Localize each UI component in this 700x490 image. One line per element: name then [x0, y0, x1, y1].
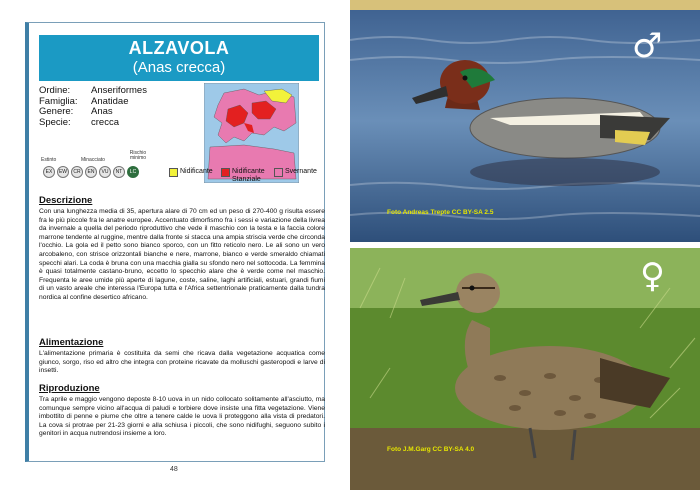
legend-resident: [221, 168, 271, 184]
taxonomy-row: [39, 118, 147, 129]
taxonomy-value: Anas: [91, 106, 113, 117]
section-text-riproduzione: Tra aprile e maggio vengono deposte 8-10 uova in un nido collocato solitamente all'asciutto, ma comunque sempre vicino all'acqua di paludi e torbiere dove insiste una fitta vegetazione. Viene imbottito di penne e piume che oltre a tenere calde le uova li proteggono alla vista di predatori. La cova si protrae per 21-23 giorni e alla schiusa i piccoli, che sono nidifughi, seguono subito i genitori in acqua nutrendosi insieme a loro.: [39, 396, 325, 438]
female-symbol-icon: ♀: [640, 256, 665, 296]
iucn-circle-ew: EW: [57, 166, 69, 178]
iucn-circle-lc-selected: LC: [127, 166, 139, 178]
section-title-riproduzione: Riproduzione: [39, 383, 100, 394]
page-number: 48: [170, 466, 178, 473]
taxonomy-value: crecca: [91, 116, 119, 128]
male-symbol-icon: ♂: [632, 26, 663, 66]
iucn-status-scale: [43, 166, 139, 178]
taxonomy-row: [39, 107, 147, 118]
male-teal-photo: [350, 0, 700, 242]
species-name: ALZAVOLA: [128, 38, 230, 58]
right-page: [350, 0, 700, 490]
species-latin-name: (Anas crecca): [132, 59, 226, 76]
species-card: [25, 22, 325, 462]
female-teal-photo: [350, 248, 700, 490]
map-legend: [169, 168, 329, 208]
taxonomy-key: Famiglia:: [39, 95, 78, 107]
taxonomy-value: Anseriformes: [91, 85, 147, 96]
taxonomy-key: Genere:: [39, 106, 74, 117]
legend-swatch-yellow: [169, 168, 178, 177]
iucn-circle-vu: VU: [99, 166, 111, 178]
taxonomy-key: Specie:: [39, 116, 71, 128]
legend-breeding: [169, 168, 213, 177]
legend-label: Nidificante Stanziale: [232, 168, 265, 183]
taxonomy-row: [39, 86, 147, 97]
legend-swatch-red: [221, 168, 230, 177]
male-photo-caption: Foto Andreas Trepte CC BY-SA 2.5: [387, 209, 494, 216]
taxonomy-key: Ordine:: [39, 85, 71, 96]
female-photo-caption: Foto J.M.Garg CC BY-SA 4.0: [387, 446, 475, 453]
iucn-circle-nt: NT: [113, 166, 125, 178]
iucn-scale-labels: [39, 149, 159, 165]
section-text-descrizione: Con una lunghezza media di 35, apertura alare di 70 cm ed un peso di 270-400 g risulta essere fra le più piccole fra le anatre europee. Accentuato dimorfismo fra i sessi e variazione della livrea da invernale a quella del periodo riproduttivo che vede il maschio con la testa e la faccia colore marrone tendente al ruggine, mentre dalla fronte si stacca una ampia striscia verde che circonda l'occhio. La gola ed il petto sono bianco sporco, con un fitto reticolo nero. Le ali sono un vero arcobaleno, con strisce orizzontali bianche e nere, marrone, bianco e verde smeraldo chiamati specchi alari. La coda è bruna con una macchia gialla su sfondo nero nel sottocoda. La femmina è quasi totalmente castano-bruno, eccetto lo specchio alare che è verde come nel maschio. Frequenta le aree umide più aperte di lagune, coste, saline, laghi artificiali, estuari, grandi fiumi di un vasto areale che interessa l'Europa tutta e l'Africa settentrionale praticamente dalla tundra nordica al confine desertico africano.: [39, 208, 325, 301]
iucn-circle-cr: CR: [71, 166, 83, 178]
legend-label: Nidificante: [180, 168, 213, 175]
taxonomy-table: [39, 86, 147, 128]
iucn-circle-en: EN: [85, 166, 97, 178]
iucn-circle-ex: EX: [43, 166, 55, 178]
iucn-label-extinct: Estinto: [41, 157, 57, 163]
iucn-label-lower-risk: Rischio minimo: [129, 150, 147, 161]
section-text-alimentazione: L'alimentazione primaria è costituita da semi che ricava dalla vegetazione acquatica come giunco, sorgo, riso ed altro che integra con proteine ricavate da molluschi gasteropodi e larve di insetti.: [39, 350, 325, 375]
legend-label: Svernante: [285, 168, 317, 175]
taxonomy-value: Anatidae: [91, 95, 129, 107]
legend-wintering: [274, 168, 317, 177]
title-banner: [39, 35, 319, 81]
iucn-label-threatened: Minacciato: [81, 157, 105, 163]
section-title-alimentazione: Alimentazione: [39, 337, 104, 348]
legend-swatch-pink: [274, 168, 283, 177]
section-title-descrizione: Descrizione: [39, 195, 93, 206]
